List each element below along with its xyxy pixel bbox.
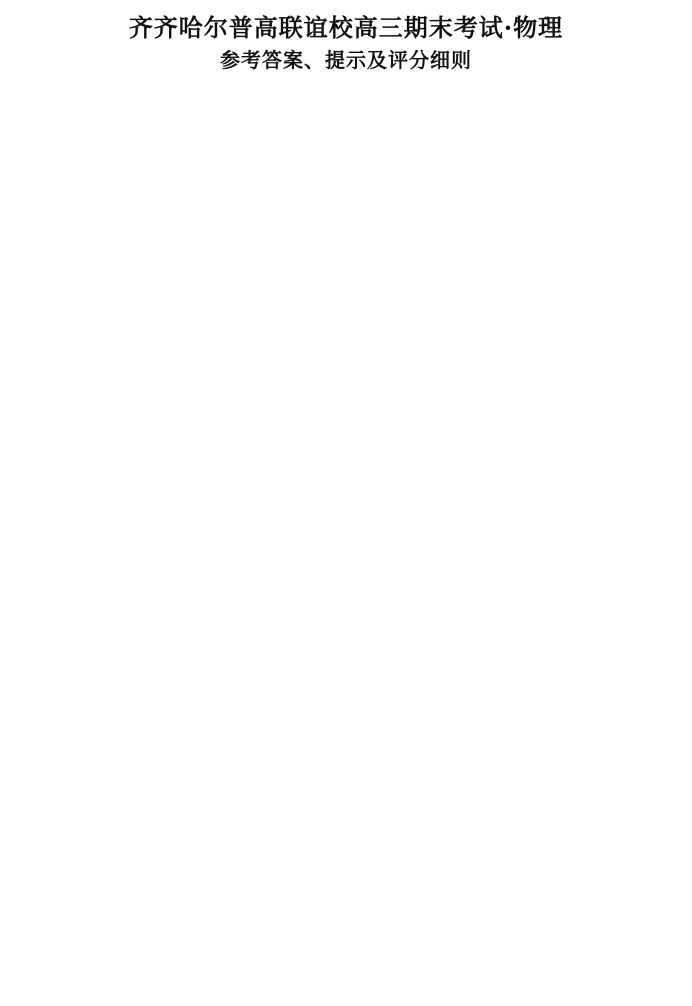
page-title: 齐齐哈尔普高联谊校高三期末考试·物理 xyxy=(128,13,564,42)
page-subtitle: 参考答案、提示及评分细则 xyxy=(220,48,472,72)
